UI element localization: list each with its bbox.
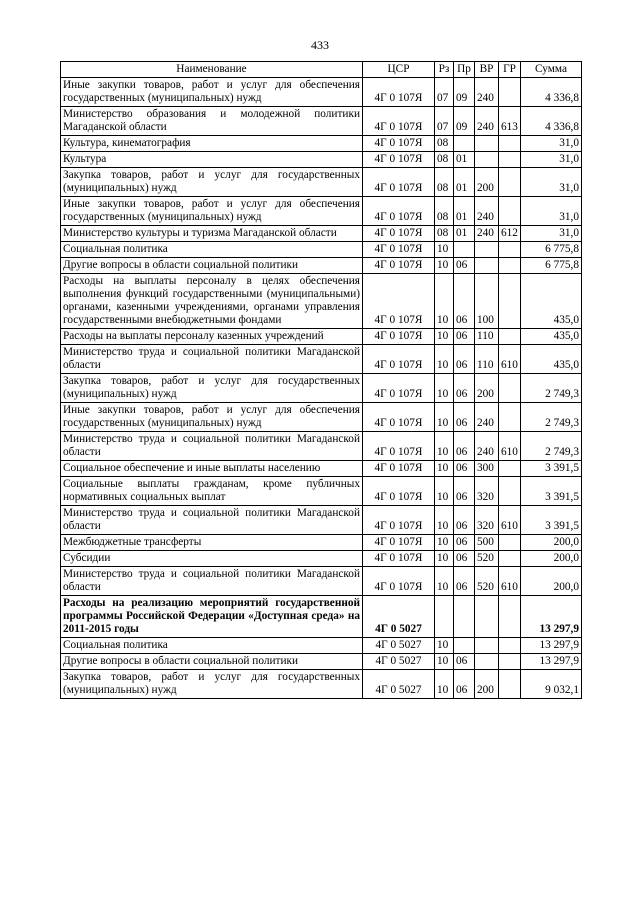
table-row (61, 567, 582, 596)
cell-csr: 4Г 0 107Я (363, 329, 435, 345)
cell-vr: 240 (475, 107, 499, 136)
cell-vr: 110 (475, 345, 499, 374)
cell-pr: 09 (454, 107, 475, 136)
cell-gr: 610 (499, 345, 521, 374)
cell-name: Министерство труда и социальной политики Магаданской области (61, 432, 363, 461)
cell-pr: 06 (454, 345, 475, 374)
cell-sum: 435,0 (521, 329, 582, 345)
table-row (61, 329, 582, 345)
cell-vr: 200 (475, 168, 499, 197)
cell-sum: 3 391,5 (521, 461, 582, 477)
column-header-sum: Сумма (521, 62, 582, 78)
table-row (61, 242, 582, 258)
table-row (61, 403, 582, 432)
cell-csr: 4Г 0 5027 (363, 596, 435, 638)
cell-rz: 10 (435, 567, 454, 596)
cell-pr: 01 (454, 226, 475, 242)
cell-csr: 4Г 0 107Я (363, 567, 435, 596)
cell-csr: 4Г 0 107Я (363, 78, 435, 107)
cell-rz: 08 (435, 152, 454, 168)
cell-sum: 2 749,3 (521, 403, 582, 432)
cell-csr: 4Г 0 107Я (363, 226, 435, 242)
cell-gr (499, 242, 521, 258)
cell-pr: 06 (454, 506, 475, 535)
cell-pr: 06 (454, 374, 475, 403)
cell-pr: 06 (454, 329, 475, 345)
cell-name: Расходы на выплаты персоналу казенных учреждений (61, 329, 363, 345)
cell-vr: 500 (475, 535, 499, 551)
cell-csr: 4Г 0 107Я (363, 242, 435, 258)
column-header-csr: ЦСР (363, 62, 435, 78)
cell-gr (499, 596, 521, 638)
cell-vr: 110 (475, 329, 499, 345)
cell-csr: 4Г 0 5027 (363, 638, 435, 654)
cell-rz: 08 (435, 168, 454, 197)
cell-vr: 200 (475, 670, 499, 699)
table-row (61, 345, 582, 374)
table-row (61, 78, 582, 107)
cell-vr (475, 242, 499, 258)
cell-csr: 4Г 0 107Я (363, 107, 435, 136)
cell-rz: 07 (435, 78, 454, 107)
page-number: 433 (311, 38, 329, 52)
cell-csr: 4Г 0 107Я (363, 345, 435, 374)
table-row (61, 258, 582, 274)
cell-rz: 10 (435, 258, 454, 274)
cell-pr: 06 (454, 670, 475, 699)
cell-pr: 06 (454, 567, 475, 596)
table-row (61, 168, 582, 197)
table-row (61, 596, 582, 638)
cell-rz: 10 (435, 654, 454, 670)
column-header-pr: Пр (454, 62, 475, 78)
cell-sum: 4 336,8 (521, 107, 582, 136)
cell-sum: 200,0 (521, 567, 582, 596)
cell-rz: 08 (435, 136, 454, 152)
cell-gr: 610 (499, 567, 521, 596)
cell-name: Закупка товаров, работ и услуг для государственных (муниципальных) нужд (61, 670, 363, 699)
cell-name: Министерство образования и молодежной политики Магаданской области (61, 107, 363, 136)
table-row (61, 226, 582, 242)
cell-name: Иные закупки товаров, работ и услуг для обеспечения государственных (муниципальных) нужд (61, 197, 363, 226)
cell-sum: 31,0 (521, 136, 582, 152)
cell-rz: 07 (435, 107, 454, 136)
cell-csr: 4Г 0 107Я (363, 477, 435, 506)
table-row (61, 197, 582, 226)
cell-csr: 4Г 0 107Я (363, 168, 435, 197)
cell-csr: 4Г 0 5027 (363, 670, 435, 699)
cell-pr (454, 638, 475, 654)
table-body (61, 78, 582, 699)
table-row (61, 274, 582, 329)
cell-pr: 06 (454, 477, 475, 506)
cell-name: Министерство труда и социальной политики Магаданской области (61, 506, 363, 535)
cell-sum: 31,0 (521, 226, 582, 242)
cell-pr: 06 (454, 274, 475, 329)
cell-name: Расходы на реализацию мероприятий государственной программы Российской Федерации «Доступная среда» на 2011-2015 годы (61, 596, 363, 638)
cell-gr (499, 551, 521, 567)
cell-rz: 10 (435, 551, 454, 567)
cell-csr: 4Г 0 107Я (363, 258, 435, 274)
cell-vr: 240 (475, 432, 499, 461)
cell-gr (499, 152, 521, 168)
cell-name: Социальная политика (61, 242, 363, 258)
cell-vr: 240 (475, 403, 499, 432)
cell-pr (454, 136, 475, 152)
table-row (61, 535, 582, 551)
cell-sum: 3 391,5 (521, 506, 582, 535)
cell-gr: 610 (499, 432, 521, 461)
cell-vr: 240 (475, 226, 499, 242)
cell-csr: 4Г 0 107Я (363, 197, 435, 226)
cell-gr (499, 461, 521, 477)
cell-csr: 4Г 0 107Я (363, 461, 435, 477)
cell-name: Иные закупки товаров, работ и услуг для обеспечения государственных (муниципальных) нужд (61, 78, 363, 107)
cell-pr: 06 (454, 654, 475, 670)
cell-rz: 08 (435, 197, 454, 226)
cell-sum: 200,0 (521, 551, 582, 567)
table-row (61, 506, 582, 535)
table-row (61, 670, 582, 699)
cell-sum: 2 749,3 (521, 374, 582, 403)
cell-pr: 09 (454, 78, 475, 107)
cell-name: Министерство труда и социальной политики Магаданской области (61, 567, 363, 596)
cell-pr: 06 (454, 258, 475, 274)
cell-vr: 320 (475, 506, 499, 535)
cell-vr (475, 152, 499, 168)
cell-sum: 13 297,9 (521, 638, 582, 654)
cell-sum: 435,0 (521, 274, 582, 329)
cell-sum: 2 749,3 (521, 432, 582, 461)
cell-name: Другие вопросы в области социальной политики (61, 654, 363, 670)
table-row (61, 477, 582, 506)
cell-rz: 10 (435, 638, 454, 654)
cell-name: Закупка товаров, работ и услуг для государственных (муниципальных) нужд (61, 374, 363, 403)
cell-pr: 06 (454, 432, 475, 461)
cell-pr: 06 (454, 403, 475, 432)
cell-vr (475, 654, 499, 670)
cell-name: Социальные выплаты гражданам, кроме публичных нормативных социальных выплат (61, 477, 363, 506)
column-header-gr: ГР (499, 62, 521, 78)
column-header-vr: ВР (475, 62, 499, 78)
cell-rz: 10 (435, 403, 454, 432)
cell-csr: 4Г 0 107Я (363, 136, 435, 152)
table-row (61, 654, 582, 670)
cell-rz: 10 (435, 329, 454, 345)
cell-gr (499, 638, 521, 654)
cell-pr: 06 (454, 461, 475, 477)
budget-table (60, 61, 582, 699)
cell-vr: 100 (475, 274, 499, 329)
cell-sum: 13 297,9 (521, 654, 582, 670)
cell-vr: 520 (475, 567, 499, 596)
cell-gr (499, 136, 521, 152)
cell-name: Культура, кинематография (61, 136, 363, 152)
cell-gr (499, 274, 521, 329)
cell-name: Социальное обеспечение и иные выплаты населению (61, 461, 363, 477)
cell-vr: 300 (475, 461, 499, 477)
cell-pr: 06 (454, 535, 475, 551)
cell-csr: 4Г 0 107Я (363, 551, 435, 567)
cell-rz: 10 (435, 535, 454, 551)
cell-rz: 10 (435, 274, 454, 329)
cell-rz: 10 (435, 242, 454, 258)
table-row (61, 638, 582, 654)
cell-csr: 4Г 0 107Я (363, 432, 435, 461)
cell-gr (499, 535, 521, 551)
cell-gr (499, 654, 521, 670)
table-row (61, 432, 582, 461)
cell-gr: 610 (499, 506, 521, 535)
cell-gr (499, 329, 521, 345)
cell-rz: 08 (435, 226, 454, 242)
cell-name: Субсидии (61, 551, 363, 567)
cell-pr: 01 (454, 197, 475, 226)
cell-pr (454, 596, 475, 638)
cell-name: Культура (61, 152, 363, 168)
cell-rz: 10 (435, 374, 454, 403)
cell-gr (499, 374, 521, 403)
cell-sum: 3 391,5 (521, 477, 582, 506)
cell-pr (454, 242, 475, 258)
cell-gr (499, 670, 521, 699)
cell-sum: 13 297,9 (521, 596, 582, 638)
cell-sum: 31,0 (521, 168, 582, 197)
cell-gr (499, 78, 521, 107)
cell-csr: 4Г 0 107Я (363, 274, 435, 329)
cell-name: Министерство культуры и туризма Магаданской области (61, 226, 363, 242)
table-row (61, 551, 582, 567)
cell-rz: 10 (435, 345, 454, 374)
cell-name: Расходы на выплаты персоналу в целях обеспечения выполнения функций государственными (муниципальными) органами, казенными учреждениями, органами управления государственными внебюджетными фондами (61, 274, 363, 329)
cell-csr: 4Г 0 107Я (363, 506, 435, 535)
cell-pr: 06 (454, 551, 475, 567)
cell-rz: 10 (435, 432, 454, 461)
cell-vr: 520 (475, 551, 499, 567)
cell-gr (499, 477, 521, 506)
table-row (61, 374, 582, 403)
cell-rz: 10 (435, 461, 454, 477)
cell-sum: 31,0 (521, 152, 582, 168)
cell-gr: 612 (499, 226, 521, 242)
table-row (61, 136, 582, 152)
cell-gr (499, 403, 521, 432)
cell-vr: 240 (475, 197, 499, 226)
cell-csr: 4Г 0 107Я (363, 152, 435, 168)
cell-sum: 435,0 (521, 345, 582, 374)
cell-csr: 4Г 0 5027 (363, 654, 435, 670)
cell-rz: 10 (435, 506, 454, 535)
table-row (61, 107, 582, 136)
table-row (61, 461, 582, 477)
cell-gr (499, 258, 521, 274)
cell-sum: 6 775,8 (521, 258, 582, 274)
column-header-name: Наименование (61, 62, 363, 78)
cell-vr: 240 (475, 78, 499, 107)
cell-pr: 01 (454, 152, 475, 168)
cell-gr: 613 (499, 107, 521, 136)
cell-sum: 4 336,8 (521, 78, 582, 107)
cell-sum: 9 032,1 (521, 670, 582, 699)
cell-rz: 10 (435, 670, 454, 699)
cell-csr: 4Г 0 107Я (363, 374, 435, 403)
cell-sum: 200,0 (521, 535, 582, 551)
cell-gr (499, 168, 521, 197)
cell-csr: 4Г 0 107Я (363, 535, 435, 551)
cell-vr (475, 136, 499, 152)
cell-rz (435, 596, 454, 638)
table-header-row (61, 62, 582, 78)
cell-gr (499, 197, 521, 226)
cell-name: Министерство труда и социальной политики Магаданской области (61, 345, 363, 374)
cell-sum: 31,0 (521, 197, 582, 226)
cell-vr: 320 (475, 477, 499, 506)
cell-name: Иные закупки товаров, работ и услуг для обеспечения государственных (муниципальных) нужд (61, 403, 363, 432)
cell-name: Другие вопросы в области социальной политики (61, 258, 363, 274)
cell-vr (475, 258, 499, 274)
cell-name: Закупка товаров, работ и услуг для государственных (муниципальных) нужд (61, 168, 363, 197)
table-row (61, 152, 582, 168)
cell-name: Социальная политика (61, 638, 363, 654)
cell-vr (475, 596, 499, 638)
cell-rz: 10 (435, 477, 454, 506)
cell-vr (475, 638, 499, 654)
column-header-rz: Рз (435, 62, 454, 78)
cell-sum: 6 775,8 (521, 242, 582, 258)
cell-name: Межбюджетные трансферты (61, 535, 363, 551)
cell-csr: 4Г 0 107Я (363, 403, 435, 432)
cell-vr: 200 (475, 374, 499, 403)
cell-pr: 01 (454, 168, 475, 197)
